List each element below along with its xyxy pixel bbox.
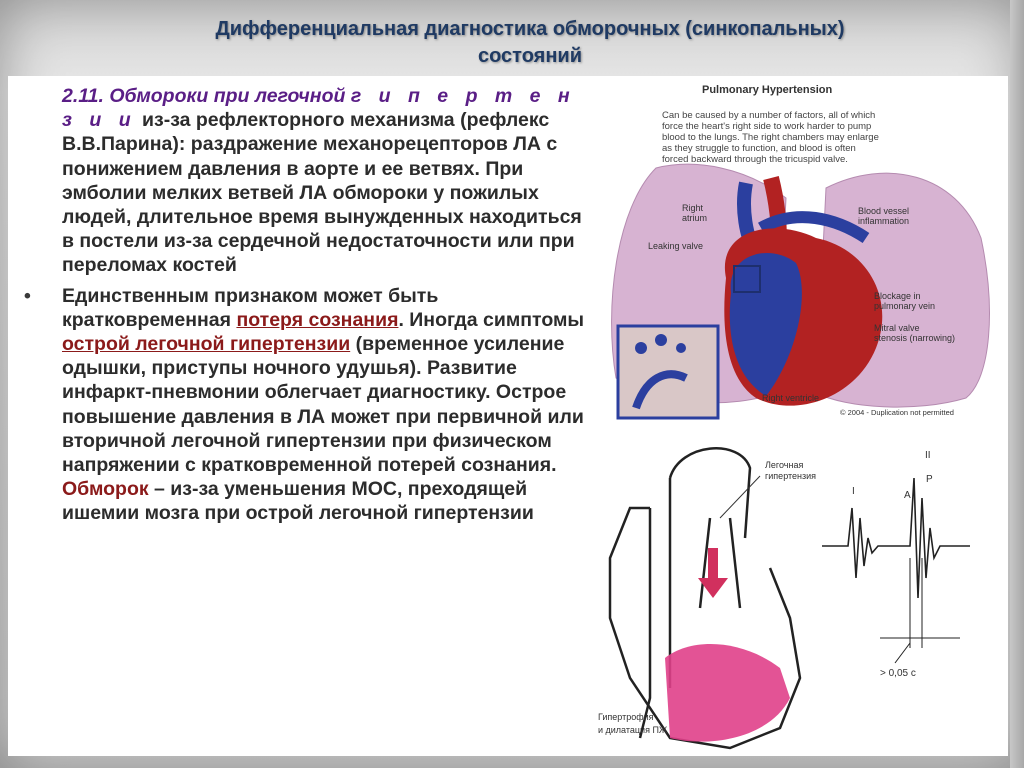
slide-title-line-2: состояний — [477, 45, 583, 67]
figure-desc-line-2: force the heart's right side to work harder to pump — [662, 121, 872, 132]
label-right-atrium-2: atrium — [682, 213, 708, 223]
label-pulmonary-hypertension: Легочная — [765, 460, 804, 470]
label-copyright: © 2004 - Duplication not permitted — [840, 408, 954, 417]
figure-desc-line-4: as they struggle to function, and blood is often — [662, 143, 856, 154]
label-right-ventricle: Right ventricle — [762, 393, 820, 403]
paragraph-heading: 2.11. Обмороки при легочной — [62, 85, 351, 107]
ecg-label-P: P — [926, 474, 933, 485]
label-hypertrophy: Гипертрофия — [598, 712, 654, 722]
paragraph-pulmonary-hypertension — [22, 84, 592, 278]
bullet-text-4: – из-за уменьшения МОС, преходящей ишемии мозга при острой легочной гипертензии — [62, 478, 534, 525]
heart-ecg-diagram — [590, 438, 990, 756]
figure-desc-line-1: Can be caused by a number of factors, all of which — [662, 110, 876, 121]
droplet-3 — [676, 343, 686, 353]
highlight-loss-of-consciousness: потеря сознания — [236, 308, 399, 331]
slide-title — [60, 16, 1000, 70]
bullet-text-1: Единственным признаком может быть кратковременная — [62, 284, 439, 331]
slide-title-line-1: Дифференциальная диагностика обморочных (синкопальных) — [215, 18, 845, 40]
label-blockage: Blockage in — [874, 291, 921, 301]
label-blood-vessel-2: inflammation — [858, 216, 910, 226]
bullet-item — [22, 284, 592, 526]
ecg-label-A: A — [904, 490, 911, 501]
figure-desc-line-3: blood to the lungs. The right chambers may enlarge — [662, 132, 879, 143]
label-mitral-2: stenosis (narrowing) — [874, 333, 956, 343]
label-right-atrium: Right — [682, 203, 704, 213]
ecg-label-I: I — [852, 486, 855, 497]
label-leaking-valve: Leaking valve — [648, 241, 704, 251]
droplet-2 — [655, 334, 667, 346]
ecg-label-II: II — [925, 450, 931, 461]
ecg-interval-label: > 0,05 с — [880, 668, 916, 679]
highlight-acute-hypertension: острой легочной гипертензии — [62, 333, 351, 356]
pulmonary-hypertension-illustration — [596, 78, 1002, 423]
label-hypertrophy-2: и дилатация ПЖ — [598, 725, 668, 735]
paragraph-heading-spaced: г и п е р т е н з и и — [62, 85, 576, 132]
bullet-text-3: (временное усиление одышки, приступы ночного удушья). Развитие инфаркт-пневмонии облегчает диагностику. Острое повышение давления в ЛА может при первичной или вторичной легочной гипертензии при физическом напряжении с кратковременной потерей сознания. — [62, 333, 584, 477]
label-blockage-2: pulmonary vein — [874, 301, 936, 311]
bullet-icon: • — [24, 284, 31, 307]
bullet-text-2: . Иногда симптомы — [398, 308, 585, 331]
figure-heading: Pulmonary Hypertension — [702, 84, 833, 96]
droplet-1 — [635, 342, 647, 354]
figure-desc-line-5: forced backward through the tricuspid valve. — [662, 154, 848, 165]
paragraph-body: из-за рефлекторного механизма (рефлекс В.В.Парина): раздражение механорецепторов ЛА с понижением давления в аорте и ее ветвях. При эмболии мелких ветвей ЛА обмороки у пожилых людей, длительное время вынужденных находиться в постели из-за сердечной недостаточности или при переломах костей — [62, 109, 582, 277]
label-pulmonary-hypertension-2: гипертензия — [765, 471, 817, 481]
body-text — [22, 84, 592, 526]
highlight-syncope: Обморок — [62, 478, 149, 501]
label-mitral: Mitral valve — [874, 323, 920, 333]
slide-right-edge — [1010, 0, 1024, 768]
label-blood-vessel: Blood vessel — [858, 206, 910, 216]
